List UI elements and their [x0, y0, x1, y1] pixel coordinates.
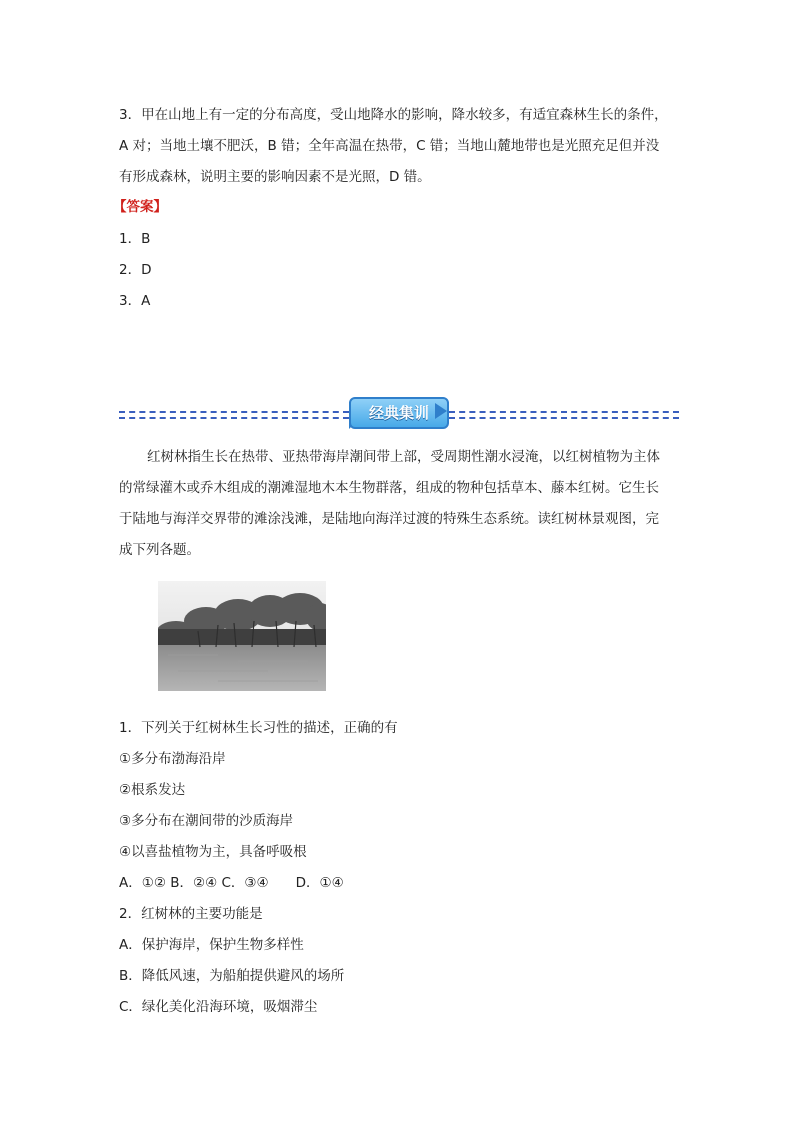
explanation-line-1: 3．甲在山地上有一定的分布高度，受山地降水的影响，降水较多，有适宜森林生长的条件， [119, 107, 668, 123]
section-badge: 经典集训 [349, 397, 449, 429]
explanation-line-3: 有形成森林，说明主要的影响因素不是光照，D 错。 [119, 169, 431, 185]
q1-item-4: ④以喜盐植物为主，具备呼吸根 [119, 844, 307, 860]
section-divider [119, 397, 679, 433]
answer-1: 1．B [119, 231, 151, 247]
q1-item-3: ③多分布在潮间带的沙质海岸 [119, 813, 294, 829]
intro-line-1: 红树林指生长在热带、亚热带海岸潮间带上部，受周期性潮水浸淹，以红树植物为主体 [147, 449, 660, 465]
divider-dash-right [449, 411, 679, 419]
intro-line-2: 的常绿灌木或乔木组成的潮滩湿地木本生物群落，组成的物种包括草本、藤本红树。它生长 [119, 480, 659, 496]
answer-2: 2．D [119, 262, 152, 278]
q2-option-a: A．保护海岸，保护生物多样性 [119, 937, 304, 953]
q1-item-2: ②根系发达 [119, 782, 186, 798]
intro-line-4: 成下列各题。 [119, 542, 200, 558]
q1-stem: 1．下列关于红树林生长习性的描述，正确的有 [119, 720, 398, 736]
intro-line-3: 于陆地与海洋交界带的滩涂浅滩，是陆地向海洋过渡的特殊生态系统。读红树林景观图，完 [119, 511, 659, 527]
divider-dash-left [119, 411, 349, 419]
q1-options: A．①② B．②④ C．③④ D．①④ [119, 875, 344, 891]
answer-heading: 【答案】 [113, 199, 167, 215]
q2-stem: 2．红树林的主要功能是 [119, 906, 263, 922]
q2-option-c: C．绿化美化沿海环境，吸烟滞尘 [119, 999, 318, 1015]
q2-option-b: B．降低风速，为船舶提供避风的场所 [119, 968, 345, 984]
q1-item-1: ①多分布渤海沿岸 [119, 751, 226, 767]
badge-arrow-icon [435, 403, 447, 419]
explanation-line-2: A 对；当地土壤不肥沃，B 错；全年高温在热带，C 错；当地山麓地带也是光照充足但并没 [119, 138, 660, 154]
answer-3: 3．A [119, 293, 151, 309]
mangrove-landscape-photo [158, 581, 326, 691]
